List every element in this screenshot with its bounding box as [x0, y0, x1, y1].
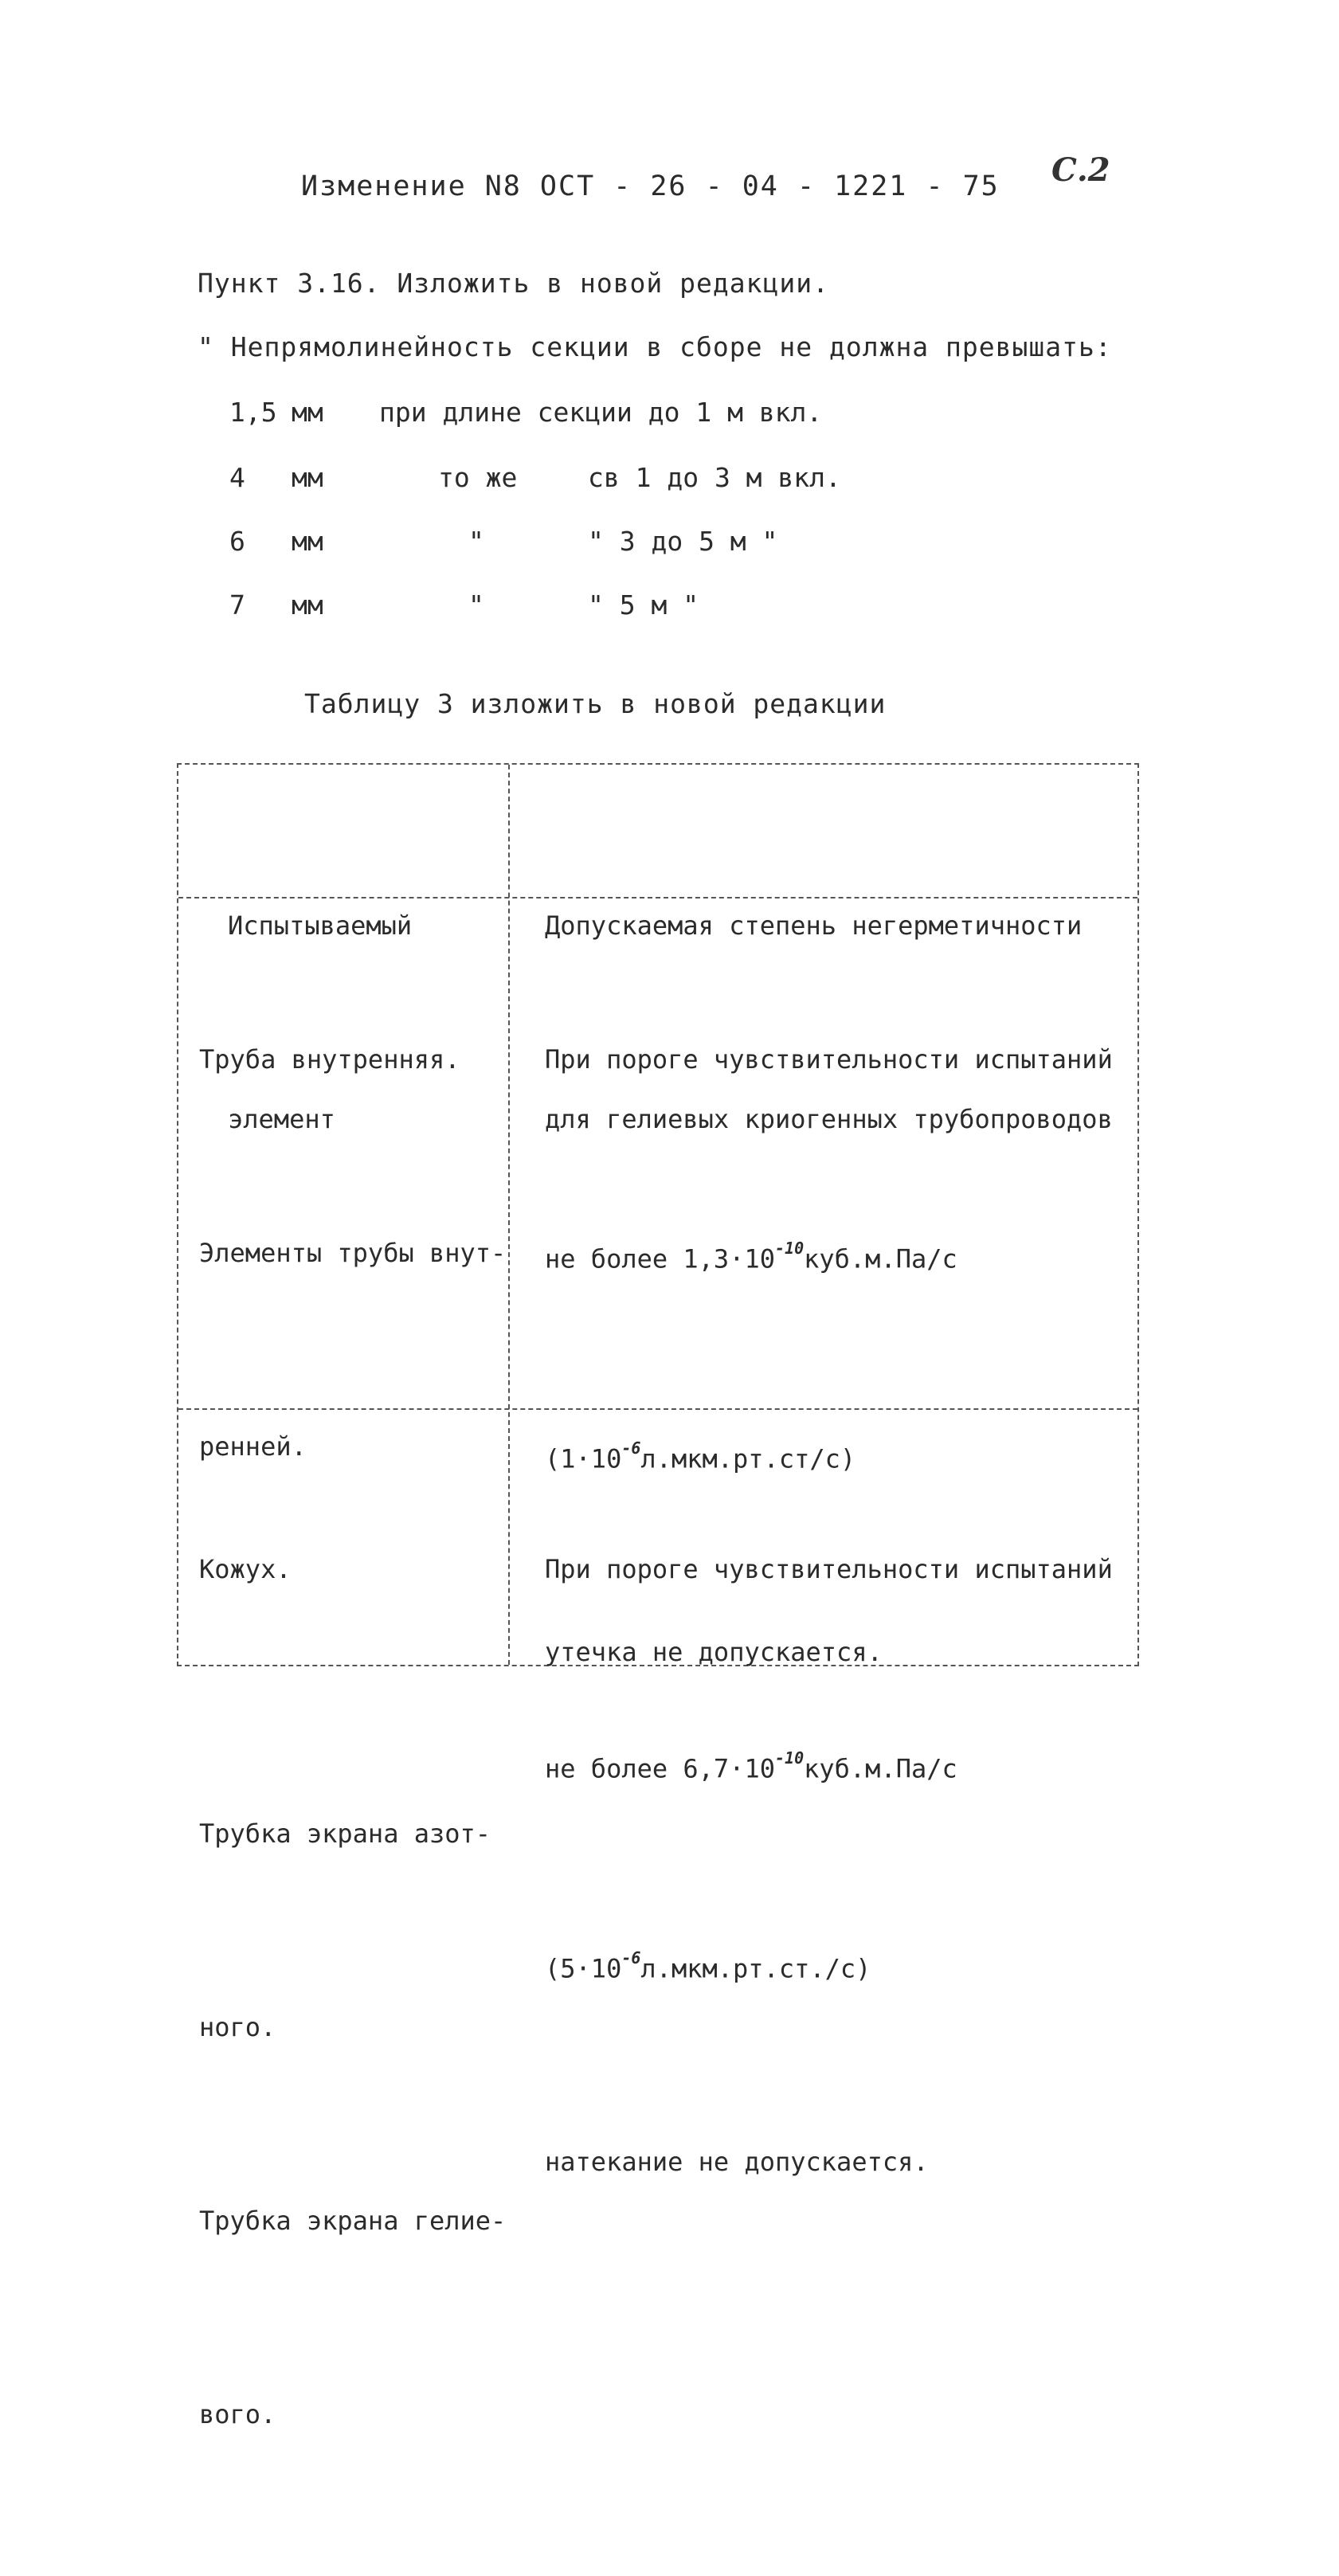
- spec-range: " 5 м ": [588, 589, 699, 621]
- table-row-element-cell: [199, 898, 506, 2576]
- element-line: ного.: [199, 2012, 276, 2042]
- tolerance-line: натекание не допускается.: [545, 2147, 929, 2178]
- spec-ditto: ": [468, 526, 484, 557]
- page-number: С.2: [1051, 151, 1110, 189]
- clause-heading: Пункт 3.16. Изложить в новой редакции.: [198, 268, 829, 299]
- header-line: для гелиевых криогенных трубопроводов: [545, 1104, 1113, 1134]
- spec-unit: мм: [292, 462, 323, 493]
- table-title: Таблицу 3 изложить в новой редакции: [304, 688, 887, 719]
- tolerance-line: При пороге чувствительности испытаний: [545, 1554, 1113, 1584]
- spec-range: при длине секции до 1 м вкл.: [379, 397, 823, 428]
- spec-unit: мм: [292, 589, 323, 621]
- element-line: Элементы трубы внут-: [199, 1238, 507, 1268]
- spec-ditto: ": [468, 589, 484, 621]
- tolerance-table: [177, 763, 1139, 2429]
- tolerance-line: не более $1,3\cdot 10^{-10}куб.м.Па/с$: [545, 1239, 957, 1274]
- header-line: элемент: [228, 1104, 335, 1134]
- spec-unit: мм: [292, 526, 323, 557]
- spec-ditto: то же: [438, 462, 518, 493]
- header-line: Допускаемая степень негерметичности: [545, 910, 1083, 941]
- element-line: вого.: [199, 2399, 276, 2429]
- spec-range: " 3 до 5 м ": [588, 526, 778, 557]
- table-row-tolerance-cell: [545, 1408, 1113, 2323]
- element-line: Трубка экрана азот-: [199, 1818, 491, 1849]
- element-line: Трубка экрана гелие-: [199, 2206, 507, 2236]
- tolerance-line: $(5\cdot 10^{-6}л.мкм.рт.ст./с)$: [545, 1948, 871, 1984]
- quote-intro: " Непрямолинейность секции в сборе не должна превышать:: [198, 331, 1112, 362]
- tolerance-line: утечка не допускается.: [545, 1637, 883, 1668]
- table-row-element-cell: [199, 1408, 292, 1731]
- spec-range: св 1 до 3 м вкл.: [588, 462, 841, 493]
- tolerance-line: При пороге чувствительности испытаний: [545, 1044, 1113, 1075]
- spec-value: 1,5: [229, 397, 277, 428]
- header-line: Испытываемый: [228, 910, 413, 941]
- element-line: Кожух.: [199, 1554, 292, 1584]
- spec-value: 7: [229, 589, 245, 621]
- document-header: Изменение N8 ОСТ - 26 - 04 - 1221 - 75: [301, 170, 1000, 202]
- element-line: ренней.: [199, 1431, 307, 1462]
- column-divider: [508, 765, 510, 1665]
- tolerance-line: не более $6,7\cdot 10^{-10}куб.м.Па/с$: [545, 1748, 957, 1784]
- element-line: Труба внутренняя.: [199, 1044, 460, 1075]
- spec-value: 4: [229, 462, 245, 493]
- spec-unit: мм: [292, 397, 323, 428]
- spec-value: 6: [229, 526, 245, 557]
- tolerance-line: $(1\cdot 10^{-6}л.мкм.рт.ст/с)$: [545, 1438, 856, 1474]
